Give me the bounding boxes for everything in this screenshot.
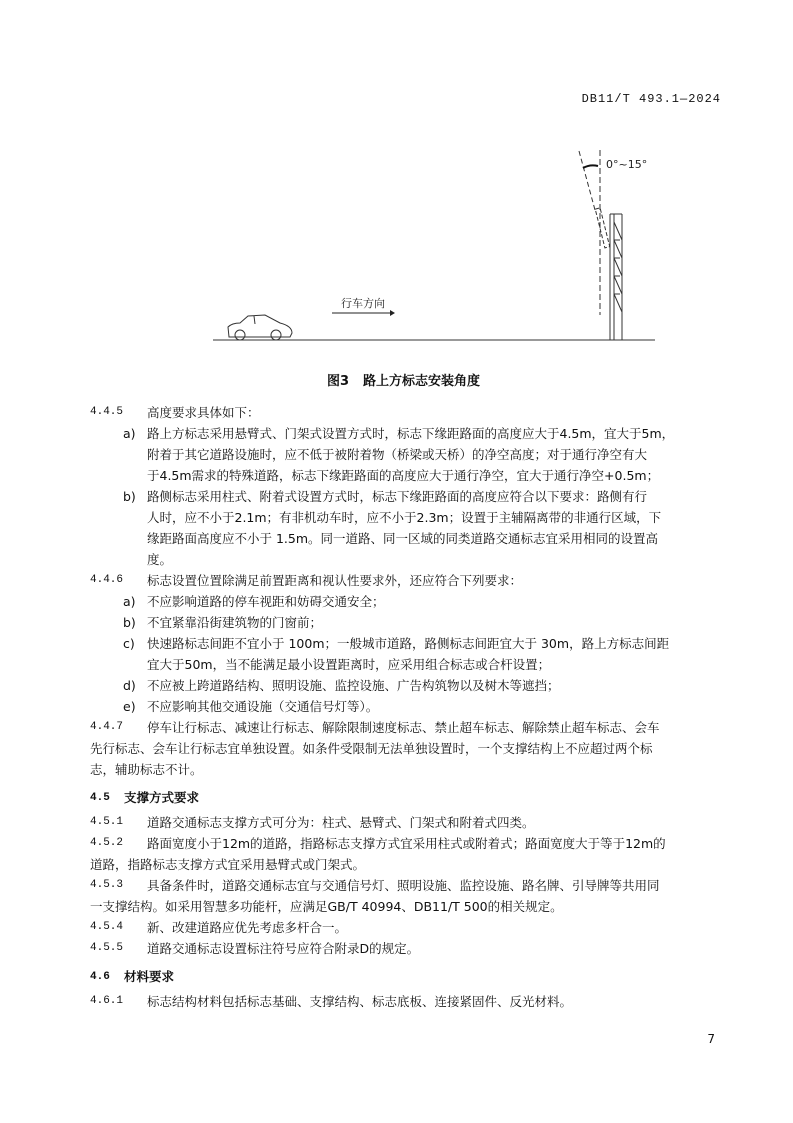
car-icon — [228, 315, 292, 340]
clause-number: 4.4.6 — [90, 574, 124, 586]
section-number: 4.5 — [90, 792, 110, 804]
sign-panel — [595, 208, 610, 248]
section-heading — [90, 963, 720, 991]
text-line — [90, 507, 720, 528]
text-line — [90, 528, 720, 549]
clause-text: 先行标志、会车让行标志宜单独设置。如条件受限制无法单独设置时，一个支撑结构上不应超过两个标 — [90, 741, 653, 756]
list-label: b) — [123, 489, 136, 504]
clause-text: 于4.5m需求的特殊道路，标志下缘距路面的高度应大于通行净空，宜大于通行净空+0.5m； — [147, 468, 660, 483]
text-line — [90, 875, 720, 896]
clause-number: 4.5.1 — [90, 816, 124, 828]
clause-text: 一支撑结构。如采用智慧多功能杆，应满足GB/T 40994、DB11/T 500的相关规定。 — [90, 899, 563, 914]
list-label: d) — [123, 678, 136, 693]
text-line — [90, 549, 720, 570]
clause-text: 路侧标志采用柱式、附着式设置方式时，标志下缘距路面的高度应符合以下要求：路侧有行 — [147, 489, 648, 504]
text-line — [90, 759, 720, 780]
clause-number: 4.4.7 — [90, 721, 124, 733]
clause-text: 标志结构材料包括标志基础、支撑结构、标志底板、连接紧固件、反光材料。 — [147, 994, 573, 1009]
clause-text: 不应被上跨道路结构、照明设施、监控设施、广告构筑物以及树木等遮挡； — [147, 678, 560, 693]
clause-text: 缘距路面高度应不小于 1.5m。同一道路、同一区域的同类道路交通标志宜采用相同的设置高 — [147, 531, 659, 546]
angle-label: 0°~15° — [606, 158, 648, 171]
clause-text: 不宜紧靠沿街建筑物的门窗前； — [147, 615, 323, 630]
clause-number: 4.5.4 — [90, 921, 124, 933]
list-label: e) — [123, 699, 136, 714]
text-line — [90, 812, 720, 833]
text-line — [90, 675, 720, 696]
caption-number: 图3 — [327, 374, 350, 389]
clause-text: 度。 — [147, 552, 173, 567]
caption-title: 路上方标志安装角度 — [363, 374, 481, 389]
clause-text: 志，辅助标志不计。 — [90, 762, 203, 777]
clause-text: 停车让行标志、减速让行标志、解除限制速度标志、禁止超车标志、解除禁止超车标志、会车 — [147, 720, 660, 735]
text-line — [90, 402, 720, 423]
clause-text: 道路，指路标志支撑方式宜采用悬臂式或门架式。 — [90, 857, 366, 872]
text-line — [90, 633, 720, 654]
clause-text: 新、改建道路应优先考虑多杆合一。 — [147, 920, 348, 935]
clause-number: 4.5.5 — [90, 942, 124, 954]
text-line — [90, 423, 720, 444]
text-line — [90, 696, 720, 717]
text-line — [90, 486, 720, 507]
document-body — [90, 402, 720, 1012]
direction-label: 行车方向 — [341, 297, 385, 310]
figure-caption — [327, 370, 494, 389]
text-line — [90, 917, 720, 938]
clause-text: 宜大于50m，当不能满足最小设置距离时，应采用组合标志或合杆设置； — [147, 657, 551, 672]
text-line — [90, 717, 720, 738]
clause-number: 4.5.2 — [90, 837, 124, 849]
document-id: DB11/T 493.1—2024 — [581, 92, 721, 106]
clause-number: 4.5.3 — [90, 879, 124, 891]
list-label: a) — [123, 426, 136, 441]
section-heading — [90, 784, 720, 812]
list-label: b) — [123, 615, 136, 630]
figure-sign-angle — [0, 0, 793, 400]
list-label: a) — [123, 594, 136, 609]
page-number: 7 — [707, 1032, 715, 1046]
text-line — [90, 833, 720, 854]
clause-text: 标志设置位置除满足前置距离和视认性要求外，还应符合下列要求： — [147, 573, 523, 588]
clause-text: 人时，应不小于2.1m；有非机动车时，应不小于2.3m；设置于主辅隔离带的非通行区域，下 — [147, 510, 662, 525]
clause-text: 路上方标志采用悬臂式、门架式设置方式时，标志下缘距路面的高度应大于4.5m，宜大于5m， — [147, 426, 675, 441]
clause-text: 道路交通标志支撑方式可分为：柱式、悬臂式、门架式和附着式四类。 — [147, 815, 535, 830]
clause-text: 道路交通标志设置标注符号应符合附录D的规定。 — [147, 941, 420, 956]
text-line — [90, 465, 720, 486]
text-line — [90, 991, 720, 1012]
angle-arc — [583, 165, 598, 168]
text-line — [90, 444, 720, 465]
text-line — [90, 896, 720, 917]
clause-text: 快速路标志间距不宜小于 100m；一般城市道路，路侧标志间距宜大于 30m，路上方标志间距 — [147, 636, 670, 651]
section-title: 材料要求 — [124, 969, 175, 984]
text-line — [90, 570, 720, 591]
list-label: c) — [123, 636, 135, 651]
clause-text: 高度要求具体如下： — [147, 405, 260, 420]
text-line — [90, 591, 720, 612]
text-line — [90, 854, 720, 875]
gantry-pole — [610, 214, 622, 340]
text-line — [90, 738, 720, 759]
section-title: 支撑方式要求 — [124, 790, 200, 805]
clause-text: 不应影响道路的停车视距和妨碍交通安全； — [147, 594, 385, 609]
text-line — [90, 938, 720, 959]
clause-number: 4.4.5 — [90, 406, 124, 418]
text-line — [90, 654, 720, 675]
direction-arrow-icon — [332, 310, 395, 316]
clause-text: 路面宽度小于12m的道路，指路标志支撑方式宜采用柱式或附着式；路面宽度大于等于12m的 — [147, 836, 666, 851]
clause-text: 附着于其它道路设施时，应不低于被附着物（桥梁或天桥）的净空高度；对于通行净空有大 — [147, 447, 648, 462]
text-line — [90, 612, 720, 633]
clause-number: 4.6.1 — [90, 995, 124, 1007]
clause-text: 具备条件时，道路交通标志宜与交通信号灯、照明设施、监控设施、路名牌、引导牌等共用同 — [147, 878, 660, 893]
section-number: 4.6 — [90, 971, 110, 983]
clause-text: 不应影响其他交通设施（交通信号灯等）。 — [147, 699, 379, 714]
